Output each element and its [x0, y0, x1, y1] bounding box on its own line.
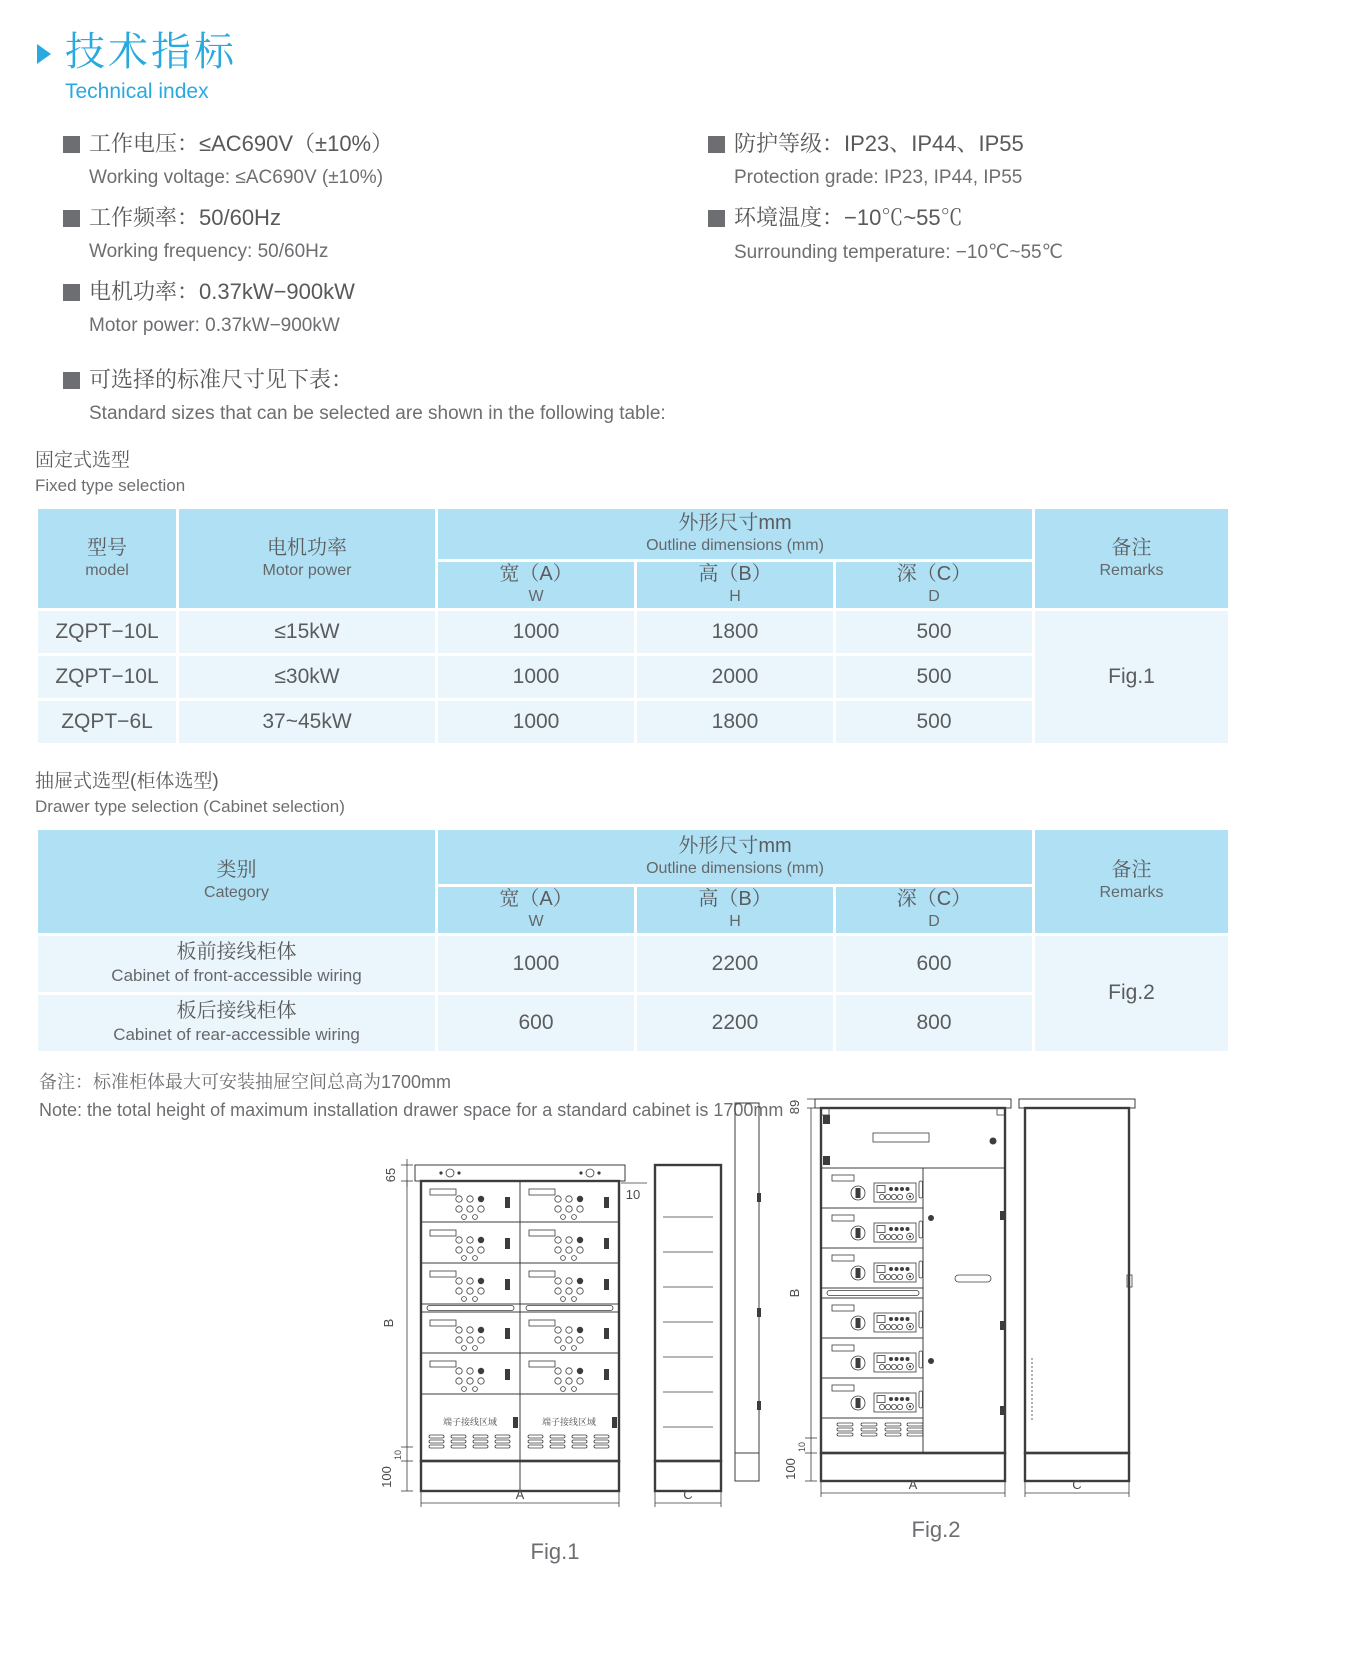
cell-remarks: Fig.1 [1035, 611, 1228, 743]
fig1-dim-width: A [515, 1486, 525, 1502]
spec-zh-text: 电机功率：0.37kW−900kW [89, 279, 355, 304]
col-header-height: 高（B） H [637, 562, 833, 608]
spec-motor-power [63, 276, 708, 337]
cell-height: 2200 [637, 995, 833, 1051]
spec-working-voltage [63, 128, 708, 189]
col-header-depth: 深（C） D [836, 887, 1032, 933]
drawer-section-title-zh: 抽屉式选型(柜体选型) [35, 770, 219, 792]
col-header-outline-dimensions: 外形尺寸mm Outline dimensions (mm) [438, 509, 1032, 559]
fig2-cabinet-front-and-side [721, 1063, 1151, 1515]
spec-surrounding-temperature [708, 202, 1357, 264]
page-title: 技术指标 [65, 30, 237, 74]
spec-protection-grade [708, 128, 1357, 189]
col-header-model: 型号 model [38, 509, 176, 608]
fig1-dim-top-right: 10 [625, 1186, 641, 1202]
fig2-dim-vent: 10 [797, 1441, 807, 1452]
fig2-dim-plinth: 100 [783, 1457, 798, 1480]
fig2-top-plate [815, 1099, 1011, 1108]
cell-width: 600 [438, 995, 634, 1051]
cell-height: 2000 [637, 656, 833, 698]
fig1-top-cap [415, 1165, 625, 1181]
note-en: Note: the total height of maximum installation drawer space for a standard cabinet is 1700mm [39, 1099, 784, 1120]
spec-list [63, 128, 1357, 350]
spec-en-text: Standard sizes that can be selected are shown in the following table: [89, 403, 666, 424]
col-header-remarks: 备注 Remarks [1035, 830, 1228, 933]
bullet-square-icon [63, 210, 80, 227]
fig1-caption: Fig.1 [530, 1538, 580, 1564]
bullet-square-icon [63, 284, 80, 301]
spec-zh-text: 工作电压：≤AC690V（±10%） [89, 131, 394, 156]
bullet-square-icon [708, 136, 725, 153]
fig1-terminal-area-label: 端子接线区域 [541, 1416, 597, 1427]
bullet-square-icon [63, 136, 80, 153]
cell-model: ZQPT−10L [38, 611, 176, 653]
cell-model: ZQPT−10L [38, 656, 176, 698]
spec-en-text: Working frequency: 50/60Hz [89, 241, 329, 262]
spec-working-frequency [63, 202, 708, 263]
fig1-dim-cap: 65 [383, 1167, 398, 1183]
fig1-dim-body: B [381, 1318, 396, 1328]
fig1-dimensions [379, 1159, 721, 1507]
fig1-terminal-area-label: 端子接线区域 [442, 1416, 498, 1427]
cell-height: 1800 [637, 611, 833, 653]
cell-power: ≤15kW [179, 611, 435, 653]
cell-width: 1000 [438, 656, 634, 698]
cell-height: 1800 [637, 701, 833, 743]
fig1-dim-plinth: 100 [379, 1465, 394, 1488]
fixed-type-table [35, 506, 1231, 746]
fig1-dim-depth: C [683, 1486, 693, 1502]
cell-category: 板后接线柜体 Cabinet of rear-accessible wiring [38, 995, 435, 1051]
cell-width: 1000 [438, 701, 634, 743]
fig2-front-body [821, 1108, 1005, 1453]
spec-en-text: Working voltage: ≤AC690V (±10%) [89, 167, 384, 188]
cell-power: 37~45kW [179, 701, 435, 743]
fig1-side-body [655, 1165, 721, 1461]
drawer-type-table [35, 827, 1231, 1054]
fig2-side-top-plate [1019, 1099, 1135, 1108]
page-header [35, 30, 1357, 74]
spec-zh-text: 工作频率：50/60Hz [89, 205, 281, 230]
cell-width: 1000 [438, 611, 634, 653]
col-header-remarks: 备注 Remarks [1035, 509, 1228, 608]
fig1-cabinet-front-and-side [355, 1137, 755, 1537]
col-header-depth: 深（C） D [836, 562, 1032, 608]
spec-zh-text: 环境温度：−10℃~55℃ [734, 205, 963, 230]
spec-en-text: Motor power: 0.37kW−900kW [89, 315, 340, 336]
fig1-dim-vent: 10 [393, 1449, 403, 1460]
page-subtitle: Technical index [65, 80, 209, 103]
spec-zh-text: 可选择的标准尺寸见下表： [89, 367, 354, 392]
fixed-section-title-en: Fixed type selection [35, 476, 186, 495]
section-arrow-icon [37, 44, 51, 64]
fig2-caption: Fig.2 [911, 1516, 961, 1542]
fig2-dim-width: A [908, 1476, 918, 1492]
cell-power: ≤30kW [179, 656, 435, 698]
col-header-motor-power: 电机功率 Motor power [179, 509, 435, 608]
spec-column-left [63, 128, 708, 350]
col-header-category: 类别 Category [38, 830, 435, 933]
spec-en-text: Surrounding temperature: −10℃~55℃ [734, 242, 1063, 263]
cell-depth: 500 [836, 611, 1032, 653]
cell-remarks: Fig.2 [1035, 936, 1228, 1051]
fig2-door-handle [955, 1275, 991, 1282]
cell-depth: 800 [836, 995, 1032, 1051]
bullet-square-icon [63, 372, 80, 389]
spec-column-right [708, 128, 1357, 350]
spec-standard-sizes-intro [63, 364, 1357, 425]
cell-depth: 500 [836, 656, 1032, 698]
spec-zh-text: 防护等级：IP23、IP44、IP55 [734, 131, 1024, 156]
col-header-height: 高（B） H [637, 887, 833, 933]
col-header-outline-dimensions: 外形尺寸mm Outline dimensions (mm) [438, 830, 1032, 884]
fig2-dim-depth: C [1072, 1476, 1082, 1492]
fixed-section-title-zh: 固定式选型 [35, 450, 131, 471]
fig2-left-panel [735, 1103, 759, 1453]
fig2-side-body [1025, 1108, 1129, 1453]
fig1-drawing [355, 1137, 755, 1565]
fig2-drawing [721, 1063, 1151, 1543]
spec-en-text: Protection grade: IP23, IP44, IP55 [734, 167, 1023, 188]
drawer-section-title-en: Drawer type selection (Cabinet selection) [35, 796, 345, 816]
cell-depth: 500 [836, 701, 1032, 743]
fig2-top-drawer-handle [873, 1133, 929, 1142]
bullet-square-icon [708, 210, 725, 227]
cell-height: 2200 [637, 936, 833, 992]
fig2-dim-body: B [787, 1288, 802, 1298]
col-header-width: 宽（A） W [438, 562, 634, 608]
fig2-dim-cap: 89 [787, 1099, 802, 1115]
cell-category: 板前接线柜体 Cabinet of front-accessible wiring [38, 936, 435, 992]
note-zh: 备注：标准柜体最大可安装抽屉空间总高为1700mm [39, 1071, 452, 1092]
cell-width: 1000 [438, 936, 634, 992]
cell-model: ZQPT−6L [38, 701, 176, 743]
table-row [38, 936, 1228, 992]
table-row [38, 611, 1228, 653]
cell-depth: 600 [836, 936, 1032, 992]
col-header-width: 宽（A） W [438, 887, 634, 933]
